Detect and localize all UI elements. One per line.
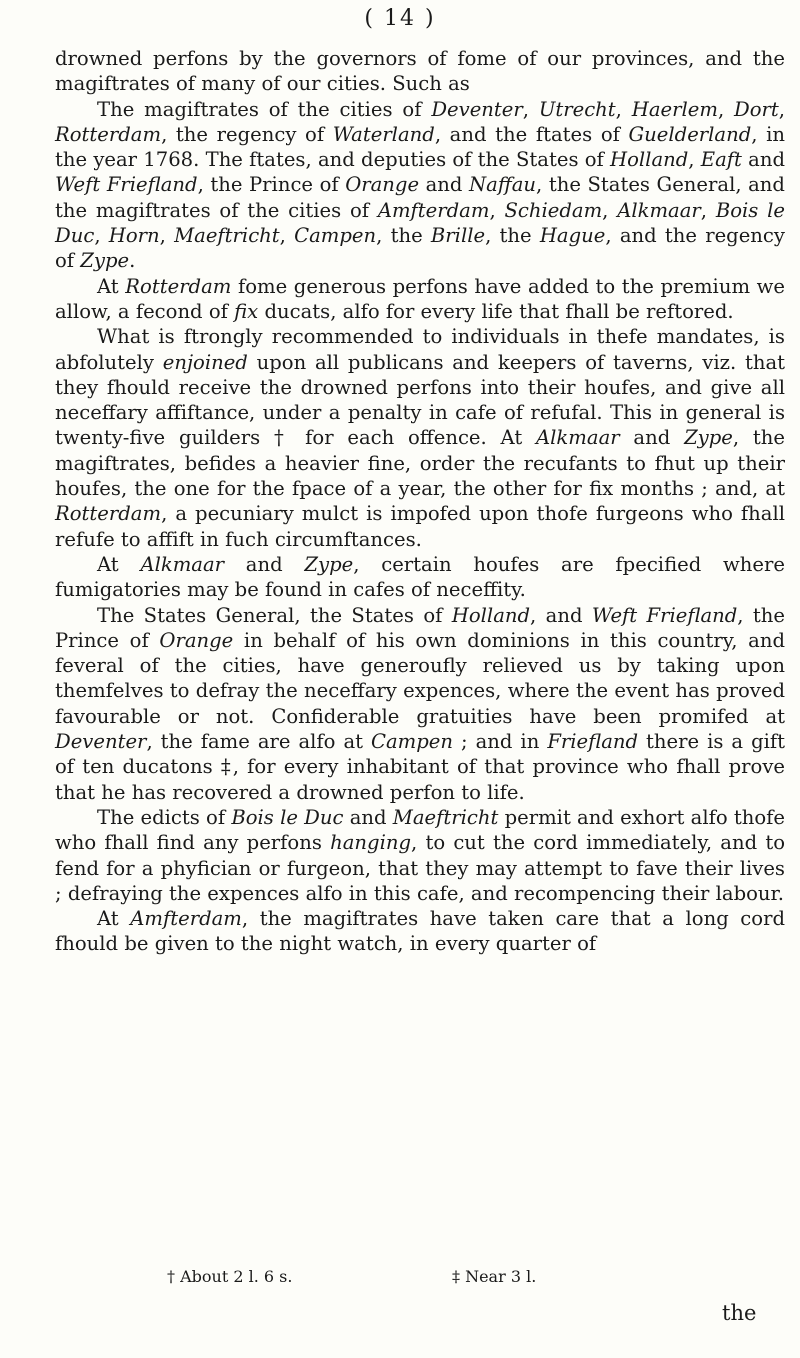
text-run: , and the regency of: [55, 224, 785, 273]
text-run: in behalf of his own dominions in this country, and feveral of the cities, have generoufly relieved us by taking upon themfelves to defray the neceffary expences, where the event has proved favourable or not. Confiderable gratuities have been promifed at: [55, 628, 785, 728]
italic-text: Waterland: [332, 122, 435, 146]
italic-text: Zype: [304, 552, 354, 576]
footnote-double-dagger: ‡ Near 3 l.: [452, 1267, 537, 1286]
text-run: , certain houfes are fpecified where fumigatories may be found in cafes of neceffity.: [55, 552, 785, 602]
italic-text: Zype: [80, 249, 130, 273]
text-run: and: [619, 426, 685, 450]
italic-text: Guelderland: [628, 122, 752, 146]
italic-text: Schiedam: [504, 198, 603, 222]
italic-text: Rotterdam: [125, 274, 232, 298]
text-run: ,: [489, 198, 505, 222]
italic-text: Eaft: [700, 148, 742, 172]
text-run: , in the year 1768. The ftates, and deputies of the States of: [55, 122, 786, 172]
text-run: , the: [376, 224, 431, 248]
body-text: [55, 46, 785, 957]
italic-text: Holland: [451, 603, 531, 627]
text-run: , the magiftrates, befides a heavier fine, order the recufants to fhut up their houfes, the one for the fpace of a year, the other for fix months ; and, at: [55, 426, 785, 501]
text-run: ,: [522, 97, 539, 121]
text-run: , a pecuniary mulct is impofed upon thofe furgeons who fhall refufe to affift in fuch circumftances.: [55, 502, 785, 551]
italic-text: Weft Friefland: [55, 173, 198, 197]
italic-text: hanging: [330, 831, 412, 855]
italic-text: Rotterdam: [55, 122, 162, 146]
text-run: The States General, the States of: [97, 603, 452, 627]
paragraph: [55, 552, 785, 603]
italic-text: Weft Friefland: [591, 603, 738, 627]
italic-text: Rotterdam: [55, 502, 162, 526]
text-run: , to cut the cord immediately, and to fend for a phyfician or furgeon, that they may attempt to fave their lives ; defraying the expences alfo in this cafe, and recompencing their labour.: [55, 831, 786, 905]
italic-text: Alkmaar: [617, 198, 701, 222]
italic-text: Naffau: [469, 173, 537, 197]
italic-text: Campen: [294, 224, 377, 248]
paragraph: [55, 274, 785, 325]
italic-text: Haerlem: [631, 97, 718, 121]
italic-text: enjoined: [162, 350, 248, 374]
italic-text: Horn: [108, 224, 160, 248]
text-run: and: [343, 805, 393, 829]
text-run: At: [97, 907, 131, 931]
italic-text: Alkmaar: [140, 552, 225, 576]
text-run: , and the ftates of: [434, 122, 629, 146]
text-run: ,: [279, 224, 295, 248]
text-run: At: [97, 274, 126, 298]
text-run: , and: [530, 603, 592, 627]
italic-text: fix: [234, 299, 259, 323]
paragraph: [55, 603, 785, 805]
italic-text: Utrecht: [538, 97, 616, 121]
text-run: ,: [602, 198, 618, 222]
text-run: .: [129, 249, 136, 273]
text-run: , the Prince of: [197, 173, 346, 197]
italic-text: Zype: [684, 426, 733, 450]
text-run: there is a gift of ten ducatons ‡, for every inhabitant of that province who fhall prove that he has recovered a drowned perfon to life.: [55, 730, 786, 804]
italic-text: Friefland: [547, 730, 639, 754]
italic-text: Orange: [345, 173, 420, 197]
italic-text: Dort: [734, 97, 779, 121]
italic-text: Brille: [430, 224, 486, 248]
text-run: ducats, alfo for every life that fhall be reftored.: [258, 299, 734, 323]
text-run: At: [97, 552, 141, 576]
italic-text: Bois le Duc: [231, 805, 344, 829]
italic-text: Bois le Duc: [55, 198, 785, 248]
italic-text: Maeftricht: [392, 805, 499, 829]
italic-text: Campen: [371, 730, 454, 754]
text-run: ,: [700, 198, 716, 222]
italic-text: Alkmaar: [536, 426, 620, 450]
paragraph: [55, 46, 785, 97]
catchword: the: [722, 1301, 757, 1325]
italic-text: Deventer: [431, 97, 523, 121]
text-run: ,: [94, 224, 109, 248]
text-run: What is ftrongly recommended to individuals in thefe mandates, is abfolutely: [55, 325, 785, 374]
paragraph: [55, 97, 785, 274]
text-run: ,: [717, 97, 735, 121]
text-run: permit and exhort alfo thofe who fhall find any perfons: [55, 805, 786, 855]
footnote-dagger: † About 2 l. 6 s.: [167, 1267, 293, 1286]
text-run: ; and in: [453, 730, 548, 754]
text-run: ,: [778, 97, 785, 121]
text-run: , the regency of: [161, 122, 333, 146]
text-run: , the: [485, 224, 540, 248]
paragraph: [55, 805, 785, 906]
paragraph: [55, 906, 785, 957]
text-run: drowned perfons by the governors of fome of our provinces, and the magiftrates of many of our cities. Such as: [55, 47, 785, 96]
text-run: , the fame are alfo at: [146, 730, 371, 754]
text-run: and: [224, 552, 305, 576]
text-run: ,: [615, 97, 632, 121]
italic-text: Amfterdam: [130, 907, 242, 931]
italic-text: Holland: [610, 148, 689, 172]
italic-text: Hague: [539, 224, 606, 248]
paragraph: [55, 324, 785, 552]
text-run: ,: [688, 148, 701, 172]
text-run: fome generous perfons have added to the premium we allow, a fecond of: [55, 274, 785, 323]
text-run: , the magiftrates have taken care that a long cord fhould be given to the night watch, in every quarter of: [55, 907, 785, 956]
text-run: , the Prince of: [55, 603, 786, 652]
italic-text: Amfterdam: [377, 198, 490, 222]
text-run: , the States General, and the magiftrates of the cities of: [55, 173, 785, 222]
italic-text: Deventer: [55, 730, 147, 754]
italic-text: Orange: [159, 628, 234, 652]
text-run: and: [741, 148, 785, 172]
text-run: and: [419, 173, 470, 197]
text-run: The magiftrates of the cities of: [97, 97, 432, 121]
page-number: ( 14 ): [364, 6, 436, 31]
text-run: ,: [159, 224, 175, 248]
italic-text: Maeftricht: [174, 224, 280, 248]
text-run: upon all publicans and keepers of taverns, viz. that they fhould receive the drowned perfons into their houfes, and give all neceffary affiftance, under a penalty in cafe of refufal. This in general is twenty-five guilders † for each offence. At: [55, 350, 785, 450]
text-run: The edicts of: [97, 805, 232, 829]
